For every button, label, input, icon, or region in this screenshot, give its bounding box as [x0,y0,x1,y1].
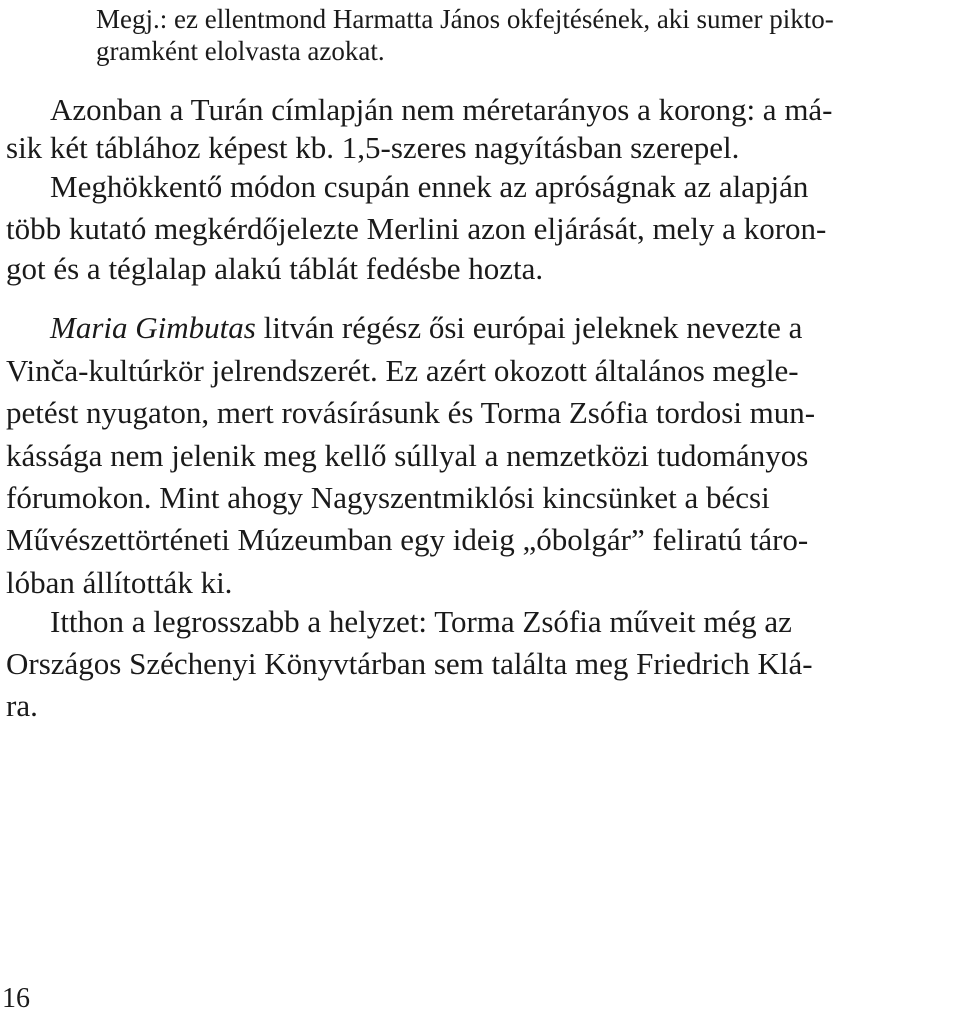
text-line: Vinča-kultúrkör jelrendszerét. Ez azért okozott általános megle- [6,353,799,388]
note-line: Megj.: ez ellentmond Harmatta János okfejtésének, aki sumer pikto- [96,4,834,34]
text-line: Itthon a legrosszabb a helyzet: Torma Zsófia műveit még az [50,604,792,639]
text-line: Azonban a Turán címlapján nem méretarányos a korong: a má- [50,92,833,127]
text-line: ra. [6,688,38,723]
text-line: sik két táblához képest kb. 1,5-szeres nagyításban szerepel. [6,130,740,165]
text-line: got és a téglalap alakú táblát fedésbe hozta. [6,251,544,286]
text-line: Maria Gimbutas litván régész ősi európai jeleknek nevezte a [50,310,803,345]
text-line: petést nyugaton, mert rovásírásunk és Torma Zsófia tordosi mun- [6,395,816,430]
author-name: Maria Gimbutas [50,310,256,345]
note-line: gramként elolvasta azokat. [96,36,385,66]
text-line: több kutató megkérdőjelezte Merlini azon eljárását, mely a koron- [6,211,827,246]
text-line: Művészettörténeti Múzeumban egy ideig „óbolgár” feliratú táro- [6,522,809,557]
text-line: fórumokon. Mint ahogy Nagyszentmiklósi kincsünket a bécsi [6,480,770,515]
text-line: Országos Széchenyi Könyvtárban sem találta meg Friedrich Klá- [6,646,813,681]
text-line: Meghökkentő módon csupán ennek az apróságnak az alapján [50,169,809,204]
text-line: lóban állították ki. [6,565,233,600]
page-number: 16 [2,983,30,1014]
text-line: kássága nem jelenik meg kellő súllyal a nemzetközi tudományos [6,438,809,473]
